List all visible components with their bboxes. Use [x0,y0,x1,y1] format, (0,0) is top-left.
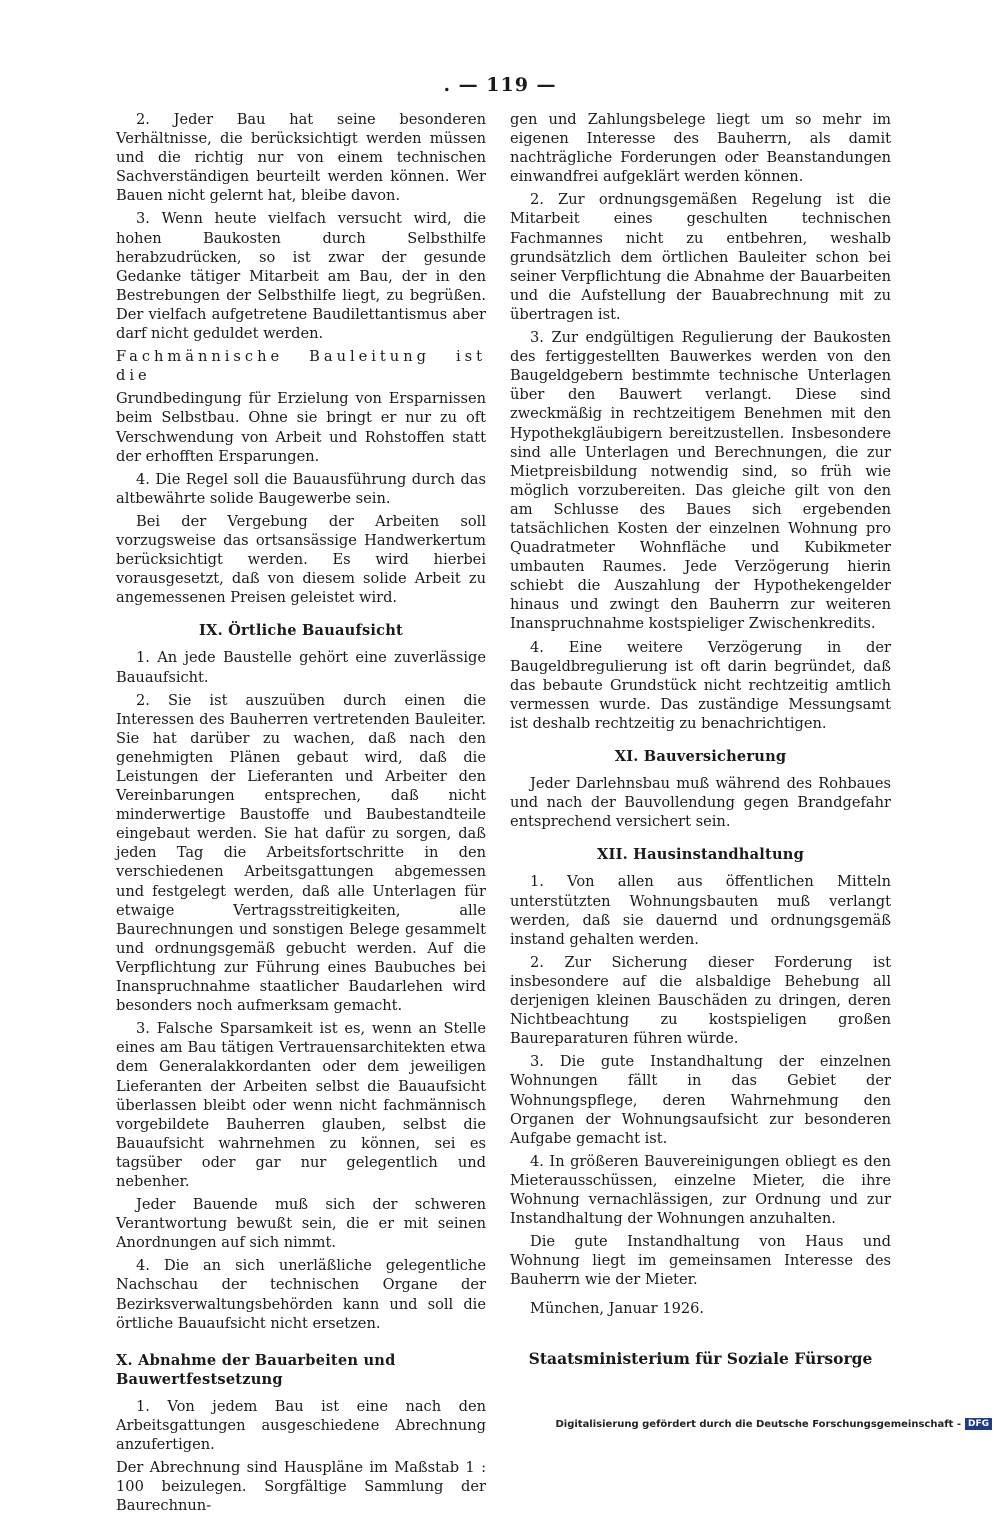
dateline: München, Januar 1926. [530,1300,705,1318]
paragraph: 4. Die an sich unerläßliche gelegentliche Nachschau der technischen Organe der Bezirksverwaltungsbehörden kann und soll die örtliche Bauaufsicht nicht ersetzen. [116,1257,486,1332]
paragraph: Jeder Bauende muß sich der schweren Verantwortung bewußt sein, die er mit seinen Anordnungen auf sich nimmt. [116,1196,486,1252]
dfg-logo: DFG [965,1418,992,1430]
paragraph: Jeder Darlehnsbau muß während des Rohbaues und nach der Bauvollendung gegen Brandgefahr entsprechend versichert sein. [510,775,891,831]
paragraph: 1. An jede Baustelle gehört eine zuverlässige Bauaufsicht. [116,649,486,686]
paragraph: Bei der Vergebung der Arbeiten soll vorzugsweise das ortsansässige Handwerkertum berücksichtigt werden. Es wird hierbei vorausgesetzt, daß von diesem solide Arbeit zu angemessenen Preisen geleistet wird. [116,512,486,607]
footer [555,1418,992,1430]
signature-authority: Staatsministerium für Soziale Fürsorge [528,1348,873,1368]
paragraph: gen und Zahlungsbelege liegt um so mehr im eigenen Interesse des Bauherrn, als damit nachträgliche Forderungen oder Beanstandungen einwandfrei aufgeklärt werden können. [510,111,891,186]
paragraph: 1. Von allen aus öffentlichen Mitteln unterstützten Wohnungsbauten muß verlangt werden, daß sie dauernd und ordnungsgemäß instand gehalten werden. [510,873,891,948]
paragraph: 4. Die Regel soll die Bauausführung durch das altbewährte solide Baugewerbe sein. [116,470,486,507]
paragraph: 3. Zur endgültigen Regulierung der Baukosten des fertiggestellten Bauwerkes werden von den Baugeldgebern bestimmte technische Unterlagen über den Bauwert verlangt. Diese sind zweckmäßig in rechtzeitigem Benehmen mit den Hypothekgläubigern bereitzustellen. Insbesondere sind alle Unterlagen und Berechnungen, die zur Mietpreisbildung notwendig sind, so früh wie möglich vorzubereiten. Das gleiche gilt von den am Schlusse des Baues sich ergebenden tatsächlichen Kosten der einzelnen Wohnung pro Quadratmeter Wohnfläche und Kubikmeter umbauten Raumes. Jede Verzögerung hierin schiebt die Auszahlung der Hypothekengelder hinaus und zwingt den Bauherrn zur weiteren Inanspruchnahme kostspieliger Zwischenkredits. [510,329,891,633]
paragraph: 3. Die gute Instandhaltung der einzelnen Wohnungen fällt in das Gebiet der Wohnungspflege, deren Wahrnehmung den Organen der Wohnungsaufsicht zur besonderen Aufgabe gemacht ist. [510,1053,891,1147]
paragraph: 2. Jeder Bau hat seine besonderen Verhältnisse, die berücksichtigt werden müssen und die richtig nur von einem technischen Sachverständigen beurteilt werden können. Wer Bauen nicht gelernt hat, bleibe davon. [116,111,486,205]
footer-credit: Digitalisierung gefördert durch die Deutsche Forschungsgemeinschaft - [555,1418,961,1430]
paragraph: 3. Wenn heute vielfach versucht wird, die hohen Baukosten durch Selbsthilfe herabzudrücken, so ist zwar der gesunde Gedanke tätiger Mitarbeit am Bau, der in den Bestrebungen der Selbsthilfe liegt, zu begrüßen. Der vielfach aufgetretene Baudilettantismus aber darf nicht geduldet werden. [116,210,486,343]
page-number: . — 119 — [443,74,557,96]
paragraph: 4. Eine weitere Verzögerung in der Baugeldbregulierung ist oft darin begründet, daß das bebaute Grundstück nicht rechtzeitig amtlich vermessen wurde. Das zuständige Messungsamt ist deshalb rechtzeitig zu benachrichtigen. [510,638,891,732]
paragraph: 2. Zur Sicherung dieser Forderung ist insbesondere auf die alsbaldige Behebung all derjenigen kleinen Bauschäden zu dringen, deren Nichtbeachtung zu kostspieligen großen Baureparaturen führen würde. [510,953,891,1048]
section-heading-xii: XII. Hausinstandhaltung [597,846,804,864]
paragraph-spaced-lead: Fachmännische Bauleitung ist die [116,348,486,385]
paragraph: 2. Zur ordnungsgemäßen Regelung ist die Mitarbeit eines geschulten technischen Fachmannes nicht zu entbehren, weshalb grundsätzlich dem örtlichen Bauleiter schon bei seiner Verpflichtung die Abnahme der Bauarbeiten und die Aufstellung der Bauabrechnung mit zu übertragen ist. [510,191,891,323]
paragraph: Die gute Instandhaltung von Haus und Wohnung liegt im gemeinsamen Interesse des Bauherrn wie der Mieter. [510,1233,891,1289]
paragraph: 2. Sie ist auszuüben durch einen die Interessen des Bauherren vertretenden Bauleiter. Sie hat darüber zu wachen, daß nach den genehmigten Plänen gebaut wird, daß die Leistungen der Lieferanten und Arbeiter den Vereinbarungen entsprechen, daß nicht minderwertige Baustoffe und Baubestandteile eingebaut werden. Sie hat dafür zu sorgen, daß jeden Tag die Arbeitsfortschritte in den verschiedenen Arbeitsgattungen abgemessen und festgelegt werden, daß alle Unterlagen für etwaige Vertragsstreitigkeiten, alle Baurechnungen und sonstigen Belege gesammelt und ordnungsgemäß gebucht werden. Auf die Verpflichtung zur Führung eines Baubuches bei Inanspruchnahme staatlicher Baudarlehen wird besonders noch aufmerksam gemacht. [116,691,486,1015]
section-heading-xi: XI. Bauversicherung [614,748,787,765]
paragraph: 1. Von jedem Bau ist eine nach den Arbeitsgattungen ausgeschiedene Abrechnung anzufertigen. [116,1397,486,1454]
paragraph: 3. Falsche Sparsamkeit ist es, wenn an Stelle eines am Bau tätigen Vertrauensarchitekten etwa dem Generalakkordanten oder dem jeweiligen Lieferanten der Arbeiten selbst die Bauaufsicht überlassen bleibt oder wenn nicht fachmännisch vorgebildete Bauherren glauben, selbst die Bauaufsicht wahrnehmen zu können, sei es tagsüber oder gar nur gelegentlich und nebenher. [116,1020,486,1190]
section-heading-x: X. Abnahme der Bauarbeiten und Bauwertfestsetzung [116,1351,396,1388]
section-heading-ix: IX. Örtliche Bauaufsicht [199,622,403,640]
paragraph: Grundbedingung für Erzielung von Ersparnissen beim Selbstbau. Ohne sie bringt er nur zu oft Verschwendung von Arbeit und Rohstoffen statt der erhofften Ersparungen. [116,390,486,465]
left-column [116,110,486,1519]
paragraph: 4. In größeren Bauvereinigungen obliegt es den Mieterausschüssen, einzelne Mieter, die ihre Wohnung vernachlässigen, zur Ordnung und zur Instandhaltung der Wohnungen anzuhalten. [510,1152,891,1228]
right-column [510,110,891,1368]
paragraph: Der Abrechnung sind Hauspläne im Maßstab 1 : 100 beizulegen. Sorgfältige Sammlung der Baurechnun- [116,1459,486,1515]
